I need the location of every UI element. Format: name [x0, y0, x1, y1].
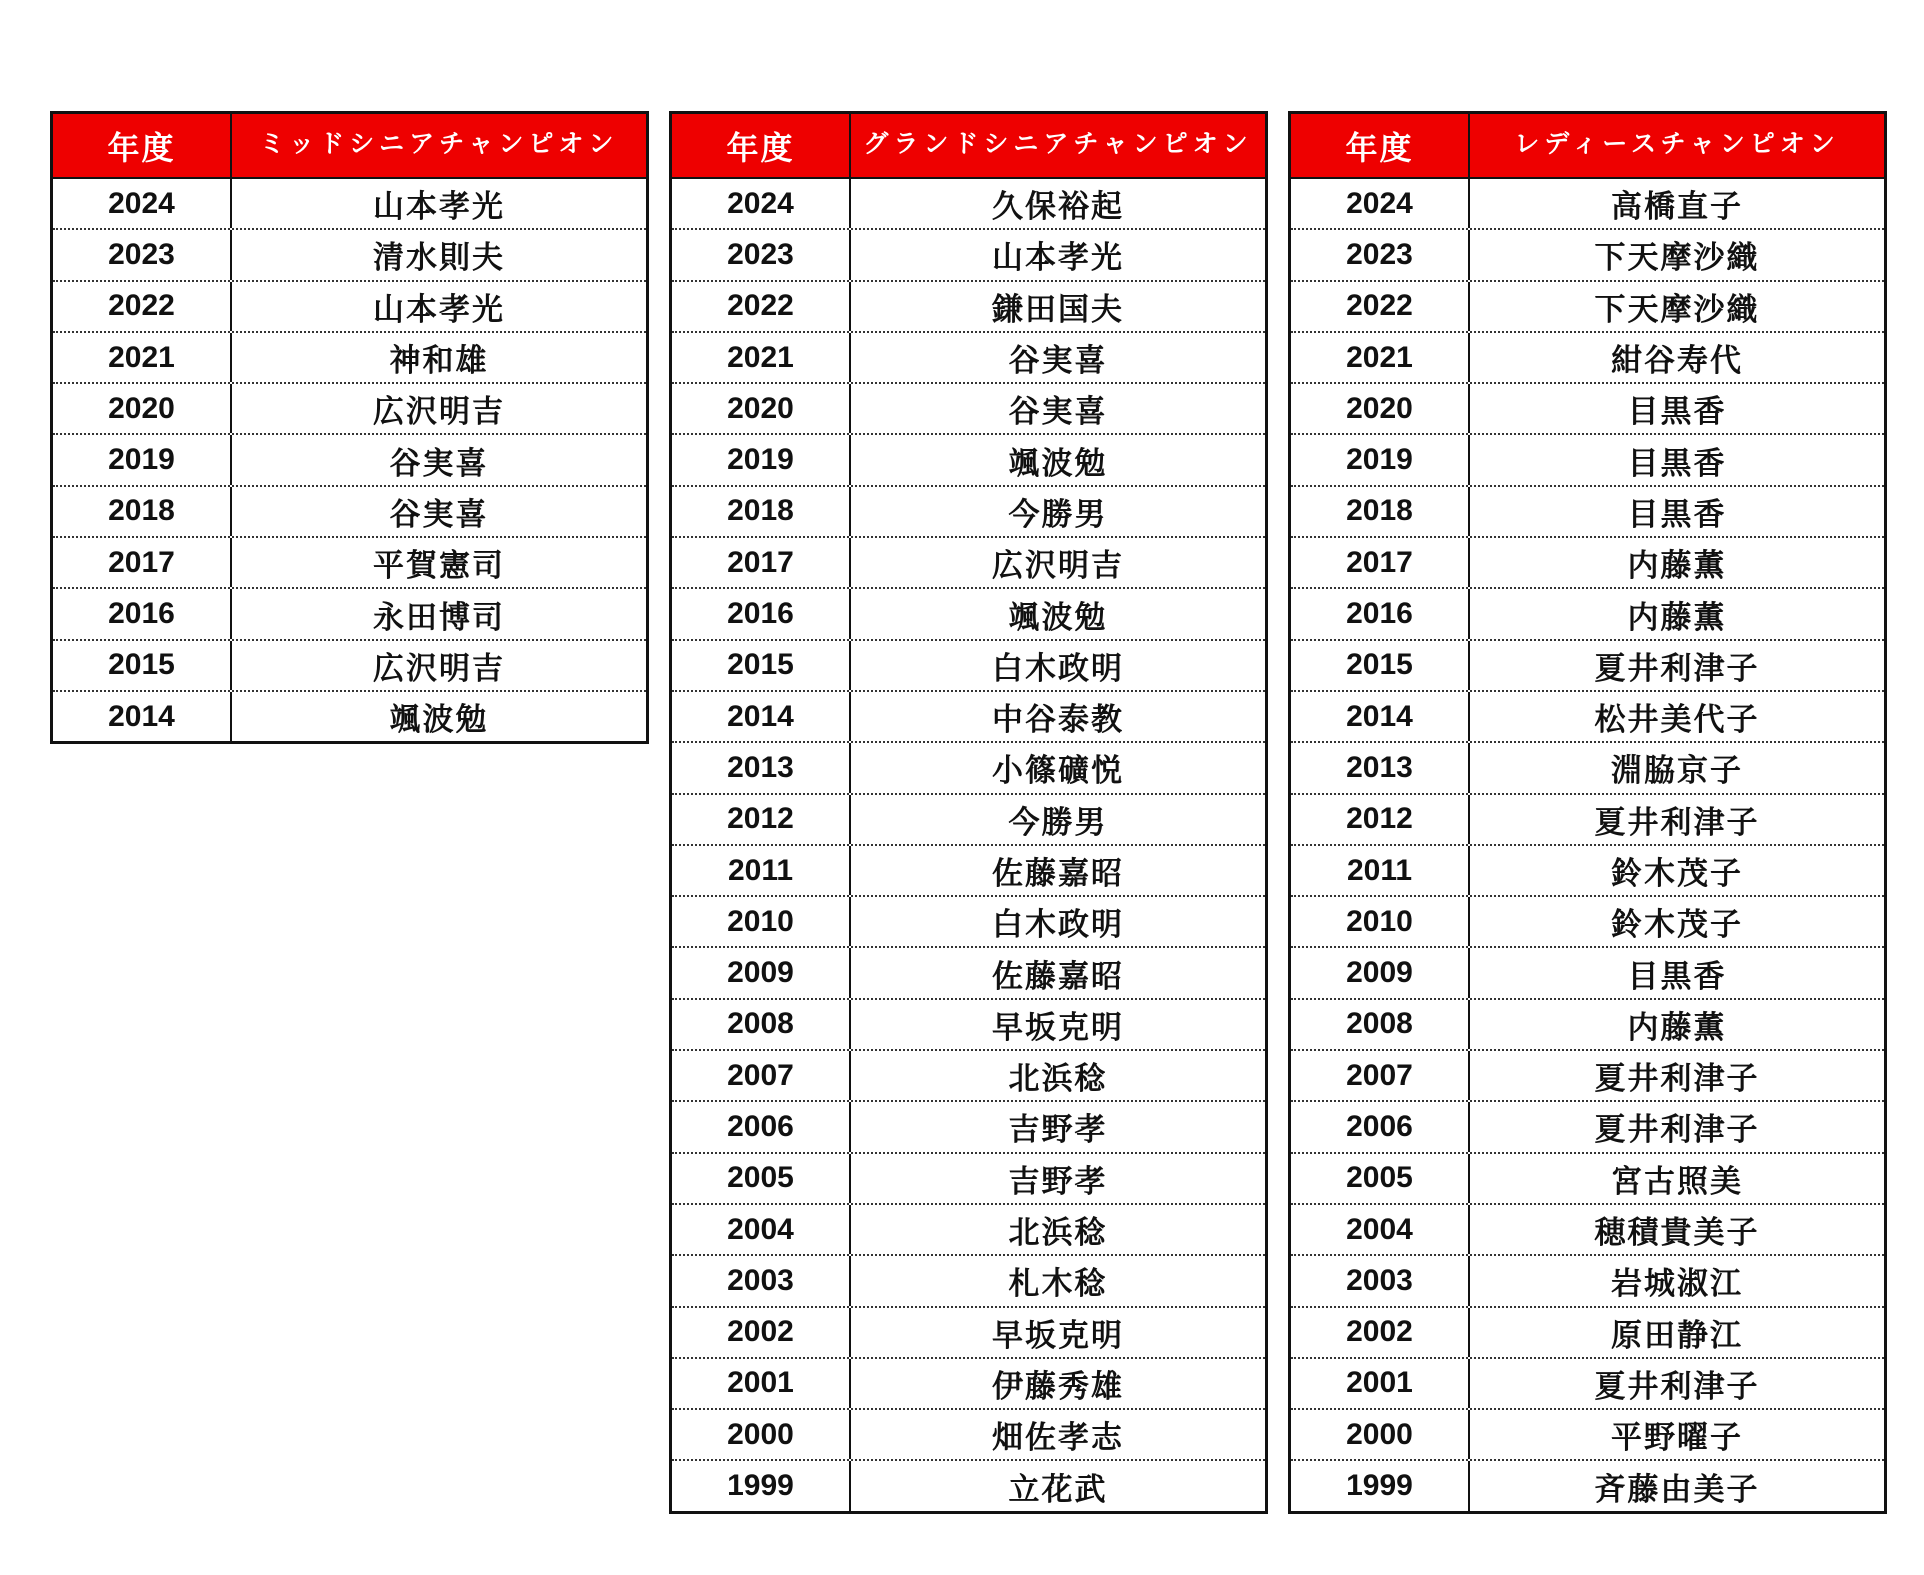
table-row: [1291, 844, 1884, 895]
year-cell: 2021: [53, 333, 232, 382]
champion-name-cell: 松井美代子: [1594, 702, 1760, 739]
champion-name-cell: 夏井利津子: [1594, 804, 1760, 841]
year-cell: 2003: [672, 1256, 851, 1305]
table-header-row: [672, 114, 1265, 177]
year-cell: 2020: [1291, 384, 1470, 433]
year-cell: 2015: [53, 641, 232, 690]
champion-name-cell: 穂積貴美子: [1594, 1215, 1760, 1252]
year-cell: 2003: [1291, 1256, 1470, 1305]
champion-name-cell: 佐藤嘉昭: [992, 958, 1124, 995]
table-row: [672, 382, 1265, 433]
champion-column-header: レディースチャンピオン: [1514, 129, 1840, 158]
champion-name-cell: 谷実喜: [389, 496, 489, 533]
champion-name-cell: 夏井利津子: [1594, 650, 1760, 687]
champion-name-cell: 目黒香: [1627, 496, 1727, 533]
table-header-row: [53, 114, 646, 177]
table-row: [1291, 1152, 1884, 1203]
table-row: [1291, 793, 1884, 844]
champion-name-cell: 夏井利津子: [1594, 1061, 1760, 1098]
year-cell: 2019: [672, 435, 851, 484]
champion-name-cell: 広沢明吉: [992, 548, 1124, 585]
champion-name-cell: 広沢明吉: [373, 394, 505, 431]
table-row: [1291, 1306, 1884, 1357]
champion-name-cell: 目黒香: [1627, 445, 1727, 482]
year-cell: 2020: [672, 384, 851, 433]
champion-name-cell: 清水則夫: [373, 240, 505, 277]
year-cell: 2000: [1291, 1410, 1470, 1459]
champion-name-cell: 久保裕起: [992, 189, 1124, 226]
champion-name-cell: 鈴木茂子: [1611, 856, 1743, 892]
year-cell: 2011: [672, 846, 851, 895]
table-row: [1291, 639, 1884, 690]
year-cell: 2018: [1291, 487, 1470, 536]
table-row: [672, 1459, 1265, 1510]
table-row: [53, 587, 646, 638]
champion-name-cell: 山本孝光: [373, 291, 505, 328]
table-row: [672, 587, 1265, 638]
year-cell: 2001: [1291, 1359, 1470, 1408]
champion-name-cell: 内藤薫: [1627, 599, 1727, 636]
year-cell: 2014: [53, 692, 232, 741]
champion-name-cell: 紺谷寿代: [1611, 343, 1743, 380]
table-row: [1291, 536, 1884, 587]
champion-name-cell: 北浜稔: [1008, 1061, 1108, 1098]
year-column-header: 年度: [53, 114, 232, 177]
table-row: [1291, 485, 1884, 536]
table-row: [672, 177, 1265, 228]
year-cell: 2018: [53, 487, 232, 536]
table-row: [1291, 1254, 1884, 1305]
year-cell: 2006: [672, 1102, 851, 1151]
year-cell: 2015: [672, 641, 851, 690]
table-row: [1291, 895, 1884, 946]
year-cell: 2004: [1291, 1205, 1470, 1254]
table-row: [1291, 280, 1884, 331]
year-cell: 2006: [1291, 1102, 1470, 1151]
year-cell: 2023: [672, 230, 851, 279]
year-cell: 2007: [1291, 1051, 1470, 1100]
ladies-champion-table: [1288, 111, 1887, 1514]
year-cell: 2009: [1291, 948, 1470, 997]
year-cell: 2022: [1291, 282, 1470, 331]
table-row: [672, 1049, 1265, 1100]
champion-name-cell: 吉野孝: [1008, 1112, 1108, 1149]
champion-name-cell: 谷実喜: [389, 445, 489, 482]
table-row: [53, 280, 646, 331]
table-row: [53, 690, 646, 741]
table-row: [672, 1357, 1265, 1408]
year-cell: 2019: [53, 435, 232, 484]
table-row: [672, 895, 1265, 946]
table-row: [672, 844, 1265, 895]
table-row: [1291, 1100, 1884, 1151]
table-row: [1291, 946, 1884, 997]
table-row: [53, 177, 646, 228]
champion-name-cell: 颯波勉: [389, 702, 489, 739]
year-cell: 2011: [1291, 846, 1470, 895]
table-row: [1291, 1203, 1884, 1254]
champion-name-cell: 下天摩沙織: [1594, 291, 1760, 328]
champion-name-cell: 颯波勉: [1008, 599, 1108, 636]
year-cell: 2008: [1291, 1000, 1470, 1049]
year-cell: 2021: [672, 333, 851, 382]
mid-senior-champion-table: [50, 111, 649, 744]
champion-name-cell: 伊藤秀雄: [992, 1368, 1124, 1405]
table-row: [672, 433, 1265, 484]
champion-name-cell: 斉藤由美子: [1594, 1471, 1760, 1508]
table-row: [672, 331, 1265, 382]
year-cell: 2015: [1291, 641, 1470, 690]
champion-name-cell: 北浜稔: [1008, 1215, 1108, 1252]
year-cell: 2024: [672, 179, 851, 228]
year-cell: 2017: [672, 538, 851, 587]
champion-name-cell: 高橋直子: [1611, 189, 1743, 226]
champion-name-cell: 平賀憲司: [373, 548, 505, 585]
table-row: [672, 998, 1265, 1049]
year-cell: 2024: [53, 179, 232, 228]
table-row: [1291, 382, 1884, 433]
table-row: [672, 1408, 1265, 1459]
champion-name-cell: 立花武: [1008, 1471, 1108, 1508]
table-row: [53, 485, 646, 536]
year-cell: 2014: [672, 692, 851, 741]
table-row: [53, 382, 646, 433]
champion-name-cell: 佐藤嘉昭: [992, 856, 1124, 892]
table-row: [672, 639, 1265, 690]
table-row: [53, 536, 646, 587]
year-cell: 2014: [1291, 692, 1470, 741]
champion-name-cell: 畑佐孝志: [992, 1420, 1124, 1457]
champion-name-cell: 目黒香: [1627, 958, 1727, 995]
year-cell: 2002: [672, 1308, 851, 1357]
champion-name-cell: 吉野孝: [1008, 1163, 1108, 1200]
year-cell: 2009: [672, 948, 851, 997]
champion-name-cell: 白木政明: [992, 907, 1124, 944]
champion-name-cell: 下天摩沙織: [1594, 240, 1760, 277]
champion-name-cell: 颯波勉: [1008, 445, 1108, 482]
table-row: [672, 793, 1265, 844]
year-cell: 2017: [1291, 538, 1470, 587]
champion-name-cell: 白木政明: [992, 650, 1124, 687]
table-row: [1291, 1357, 1884, 1408]
table-row: [672, 485, 1265, 536]
champion-name-cell: 鎌田国夫: [992, 291, 1124, 328]
table-row: [672, 536, 1265, 587]
table-row: [672, 1100, 1265, 1151]
table-row: [672, 228, 1265, 279]
table-row: [1291, 433, 1884, 484]
year-cell: 2022: [672, 282, 851, 331]
champion-name-cell: 中谷泰教: [992, 702, 1124, 739]
champion-name-cell: 鈴木茂子: [1611, 907, 1743, 944]
year-cell: 2016: [53, 589, 232, 638]
table-row: [1291, 690, 1884, 741]
table-row: [53, 331, 646, 382]
year-cell: 2010: [1291, 897, 1470, 946]
champion-name-cell: 神和雄: [389, 343, 489, 380]
champion-name-cell: 札木稔: [1008, 1266, 1108, 1303]
year-cell: 2007: [672, 1051, 851, 1100]
table-row: [1291, 998, 1884, 1049]
table-row: [1291, 228, 1884, 279]
year-cell: 2018: [672, 487, 851, 536]
year-cell: 2016: [672, 589, 851, 638]
table-row: [1291, 1459, 1884, 1510]
year-cell: 2023: [1291, 230, 1470, 279]
champion-name-cell: 夏井利津子: [1594, 1368, 1760, 1405]
year-column-header: 年度: [672, 114, 851, 177]
year-cell: 2010: [672, 897, 851, 946]
champion-name-cell: 広沢明吉: [373, 650, 505, 687]
year-cell: 2019: [1291, 435, 1470, 484]
year-cell: 2008: [672, 1000, 851, 1049]
champion-name-cell: 内藤薫: [1627, 1009, 1727, 1046]
champion-name-cell: 永田博司: [373, 599, 505, 636]
year-cell: 2016: [1291, 589, 1470, 638]
champion-name-cell: 夏井利津子: [1594, 1112, 1760, 1149]
champion-name-cell: 今勝男: [1008, 804, 1108, 841]
table-row: [1291, 741, 1884, 792]
champion-name-cell: 岩城淑江: [1611, 1266, 1743, 1303]
champion-name-cell: 内藤薫: [1627, 548, 1727, 585]
year-cell: 2012: [672, 795, 851, 844]
year-cell: 1999: [1291, 1461, 1470, 1510]
champion-name-cell: 淵脇京子: [1611, 753, 1743, 790]
table-row: [672, 1152, 1265, 1203]
champion-name-cell: 目黒香: [1627, 394, 1727, 431]
table-row: [672, 1254, 1265, 1305]
table-row: [1291, 177, 1884, 228]
champion-column-header: ミッドシニアチャンピオン: [259, 129, 619, 158]
year-cell: 2023: [53, 230, 232, 279]
champion-name-cell: 今勝男: [1008, 496, 1108, 533]
champion-name-cell: 宮古照美: [1611, 1163, 1743, 1200]
year-cell: 2001: [672, 1359, 851, 1408]
table-row: [53, 433, 646, 484]
champion-name-cell: 谷実喜: [1008, 343, 1108, 380]
year-cell: 2004: [672, 1205, 851, 1254]
year-cell: 2013: [1291, 743, 1470, 792]
table-header-row: [1291, 114, 1884, 177]
table-row: [53, 639, 646, 690]
year-cell: 2017: [53, 538, 232, 587]
year-cell: 1999: [672, 1461, 851, 1510]
champion-name-cell: 谷実喜: [1008, 394, 1108, 431]
champion-name-cell: 山本孝光: [373, 189, 505, 226]
table-row: [672, 741, 1265, 792]
champion-name-cell: 平野曜子: [1611, 1420, 1743, 1457]
table-row: [1291, 587, 1884, 638]
year-cell: 2013: [672, 743, 851, 792]
table-row: [53, 228, 646, 279]
table-row: [672, 690, 1265, 741]
year-cell: 2012: [1291, 795, 1470, 844]
year-cell: 2020: [53, 384, 232, 433]
year-cell: 2021: [1291, 333, 1470, 382]
table-row: [1291, 1408, 1884, 1459]
year-cell: 2000: [672, 1410, 851, 1459]
table-row: [672, 946, 1265, 997]
year-cell: 2002: [1291, 1308, 1470, 1357]
champion-name-cell: 早坂克明: [992, 1317, 1124, 1354]
year-cell: 2005: [1291, 1154, 1470, 1203]
champion-column-header: グランドシニアチャンピオン: [863, 129, 1253, 158]
champion-name-cell: 山本孝光: [992, 240, 1124, 277]
table-row: [1291, 1049, 1884, 1100]
year-cell: 2022: [53, 282, 232, 331]
champion-name-cell: 小篠礦悦: [992, 753, 1124, 790]
year-cell: 2005: [672, 1154, 851, 1203]
table-row: [672, 280, 1265, 331]
champion-name-cell: 原田静江: [1611, 1317, 1743, 1354]
champion-name-cell: 早坂克明: [992, 1009, 1124, 1046]
table-row: [1291, 331, 1884, 382]
year-cell: 2024: [1291, 179, 1470, 228]
grand-senior-champion-table: [669, 111, 1268, 1514]
table-row: [672, 1203, 1265, 1254]
table-row: [672, 1306, 1265, 1357]
year-column-header: 年度: [1291, 114, 1470, 177]
